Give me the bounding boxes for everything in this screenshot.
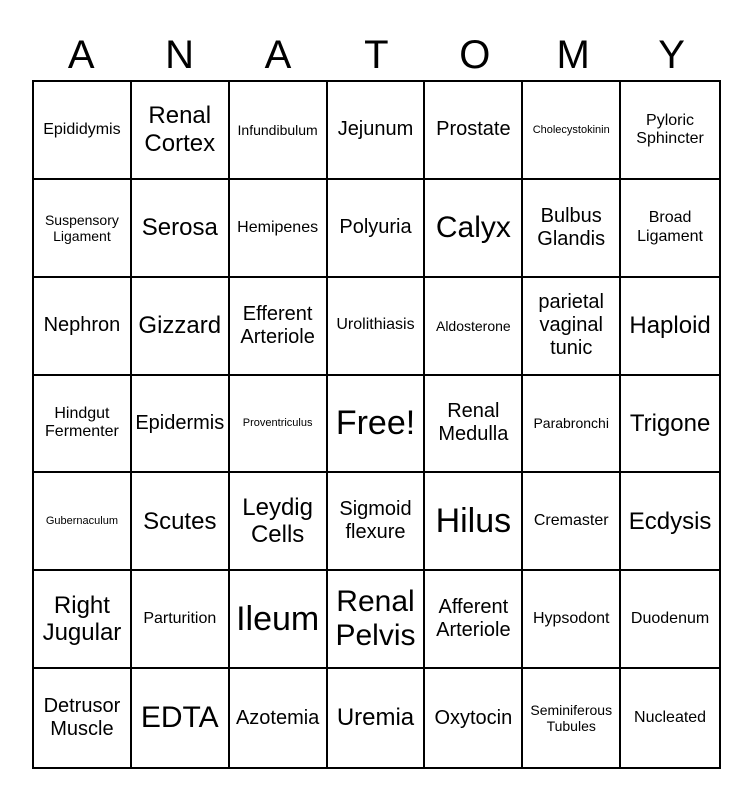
bingo-cell: Seminiferous Tubules	[523, 669, 621, 767]
bingo-cell: Parabronchi	[523, 376, 621, 474]
bingo-cell: Calyx	[425, 180, 523, 278]
header-letter: A	[67, 32, 95, 77]
bingo-cell: Detrusor Muscle	[34, 669, 132, 767]
bingo-cell: Aldosterone	[425, 278, 523, 376]
bingo-cell: Renal Cortex	[132, 82, 230, 180]
bingo-cell: Bulbus Glandis	[523, 180, 621, 278]
bingo-cell: Renal Pelvis	[328, 571, 426, 669]
bingo-cell: Proventriculus	[230, 376, 328, 474]
bingo-cell: Infundibulum	[230, 82, 328, 180]
bingo-cell: Right Jugular	[34, 571, 132, 669]
header-letter: A	[264, 32, 292, 77]
header-letter: T	[364, 32, 389, 77]
bingo-cell: Duodenum	[621, 571, 719, 669]
bingo-cell: Hemipenes	[230, 180, 328, 278]
bingo-cell: Prostate	[425, 82, 523, 180]
bingo-header	[32, 28, 721, 82]
bingo-cell: Pyloric Sphincter	[621, 82, 719, 180]
bingo-cell: Azotemia	[230, 669, 328, 767]
bingo-cell: parietal vaginal tunic	[523, 278, 621, 376]
bingo-cell: Renal Medulla	[425, 376, 523, 474]
bingo-cell: Parturition	[132, 571, 230, 669]
bingo-cell: Gubernaculum	[34, 473, 132, 571]
bingo-cell: Broad Ligament	[621, 180, 719, 278]
bingo-cell: Cholecystokinin	[523, 82, 621, 180]
bingo-cell: Uremia	[328, 669, 426, 767]
bingo-cell: Hypsodont	[523, 571, 621, 669]
free-cell: Free!	[328, 376, 426, 474]
header-letter: O	[459, 32, 491, 77]
bingo-cell: Urolithiasis	[328, 278, 426, 376]
bingo-cell: Gizzard	[132, 278, 230, 376]
bingo-cell: Haploid	[621, 278, 719, 376]
bingo-cell: Sigmoid flexure	[328, 473, 426, 571]
header-letter: N	[165, 32, 195, 77]
header-letter: Y	[658, 32, 685, 77]
bingo-cell: Serosa	[132, 180, 230, 278]
bingo-cell: Nephron	[34, 278, 132, 376]
bingo-cell: Scutes	[132, 473, 230, 571]
bingo-cell: Jejunum	[328, 82, 426, 180]
bingo-cell: Ileum	[230, 571, 328, 669]
bingo-cell: Epididymis	[34, 82, 132, 180]
bingo-cell: Polyuria	[328, 180, 426, 278]
bingo-cell: Hindgut Fermenter	[34, 376, 132, 474]
bingo-board	[32, 80, 721, 769]
bingo-cell: Nucleated	[634, 708, 707, 726]
bingo-cell: Efferent Arteriole	[230, 278, 328, 376]
header-letter: M	[556, 32, 590, 77]
bingo-cell: EDTA	[132, 669, 230, 767]
bingo-cell: Hilus	[425, 473, 523, 571]
bingo-cell: Leydig Cells	[230, 473, 328, 571]
bingo-cell: Epidermis	[132, 376, 230, 474]
bingo-cell: Suspensory Ligament	[34, 180, 132, 278]
bingo-cell: Ecdysis	[621, 473, 719, 571]
bingo-cell: Trigone	[621, 376, 719, 474]
bingo-cell: Afferent Arteriole	[425, 571, 523, 669]
bingo-cell: Oxytocin	[425, 669, 523, 767]
bingo-cell: Cremaster	[523, 473, 621, 571]
